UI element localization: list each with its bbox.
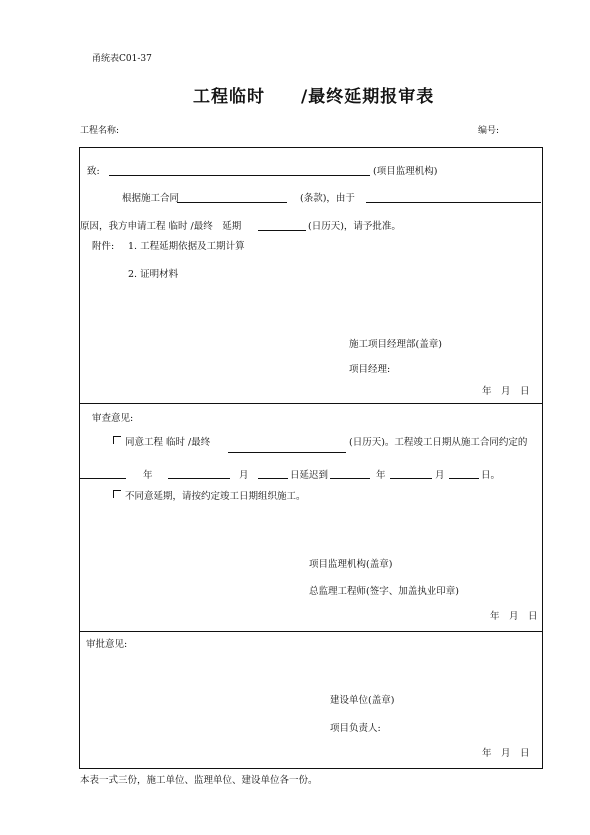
to-label: 致: <box>87 166 100 177</box>
number-label: 编号: <box>478 126 500 136</box>
days-suffix: (日历天)，请予批准。 <box>308 221 401 232</box>
new-year-field[interactable] <box>330 478 370 479</box>
responsible-label: 项目负责人: <box>330 723 381 734</box>
day-extend-label: 日延迟到 <box>290 470 329 481</box>
unit-seal: 建设单位(盖章) <box>330 695 395 706</box>
attachment-2: 2. 证明材料 <box>128 269 179 280</box>
approval-label: 审批意见: <box>86 639 128 650</box>
project-name-label: 工程名称: <box>80 126 120 136</box>
year2-label: 年 <box>376 470 386 481</box>
review-label: 审查意见: <box>92 413 134 424</box>
chief-engineer-label: 总监理工程师(签字、加盖执业印章) <box>309 586 459 597</box>
contract-field[interactable] <box>177 202 287 203</box>
contract-prefix: 根据施工合同 <box>122 193 180 204</box>
agree-checkbox[interactable] <box>113 436 121 444</box>
reason-field[interactable] <box>366 202 541 203</box>
orig-day-field[interactable] <box>258 478 288 479</box>
month-label: 月 <box>239 470 249 481</box>
attachment-label: 附件: <box>92 241 115 252</box>
supervisor-org-field[interactable] <box>109 175 370 176</box>
disagree-checkbox[interactable] <box>113 490 121 498</box>
form-code: 甬统表C01-37 <box>92 54 152 64</box>
disagree-text: 不同意延期，请按约定竣工日期组织施工。 <box>125 491 306 502</box>
day-end-label: 日。 <box>481 470 501 481</box>
dept-seal: 施工项目经理部(盖章) <box>349 339 442 350</box>
manager-label: 项目经理: <box>349 364 391 375</box>
date-1: 年 月 日 <box>482 386 530 397</box>
date-2: 年 月 日 <box>490 611 538 622</box>
supervisor-org-suffix: (项目监理机构) <box>373 166 438 177</box>
footer-note: 本表一式三份，施工单位、监理单位、建设单位各一份。 <box>80 775 318 786</box>
month2-label: 月 <box>435 470 445 481</box>
new-day-field[interactable] <box>449 478 479 479</box>
orig-month-field[interactable] <box>168 478 230 479</box>
year-label: 年 <box>143 470 153 481</box>
orig-year-field[interactable] <box>80 478 126 479</box>
clause-suffix: (条款)，由于 <box>300 193 355 204</box>
section-divider-2 <box>79 631 542 632</box>
new-month-field[interactable] <box>390 478 432 479</box>
page-title: 工程临时 /最终延期报审表 <box>193 87 435 107</box>
agree-days-field[interactable] <box>228 452 346 453</box>
reason-text: 原因，我方申请工程 临时 /最终 延期 <box>80 221 242 232</box>
section-divider-1 <box>79 403 542 404</box>
date-3: 年 月 日 <box>482 748 530 759</box>
agree-text: 同意工程 临时 /最终 <box>125 437 211 448</box>
attachment-1: 1. 工程延期依据及工期计算 <box>128 241 245 252</box>
agree-days-text: (日历天)。工程竣工日期从施工合同约定的 <box>349 437 528 448</box>
delay-days-field[interactable] <box>258 230 306 231</box>
org-seal: 项目监理机构(盖章) <box>309 559 393 570</box>
